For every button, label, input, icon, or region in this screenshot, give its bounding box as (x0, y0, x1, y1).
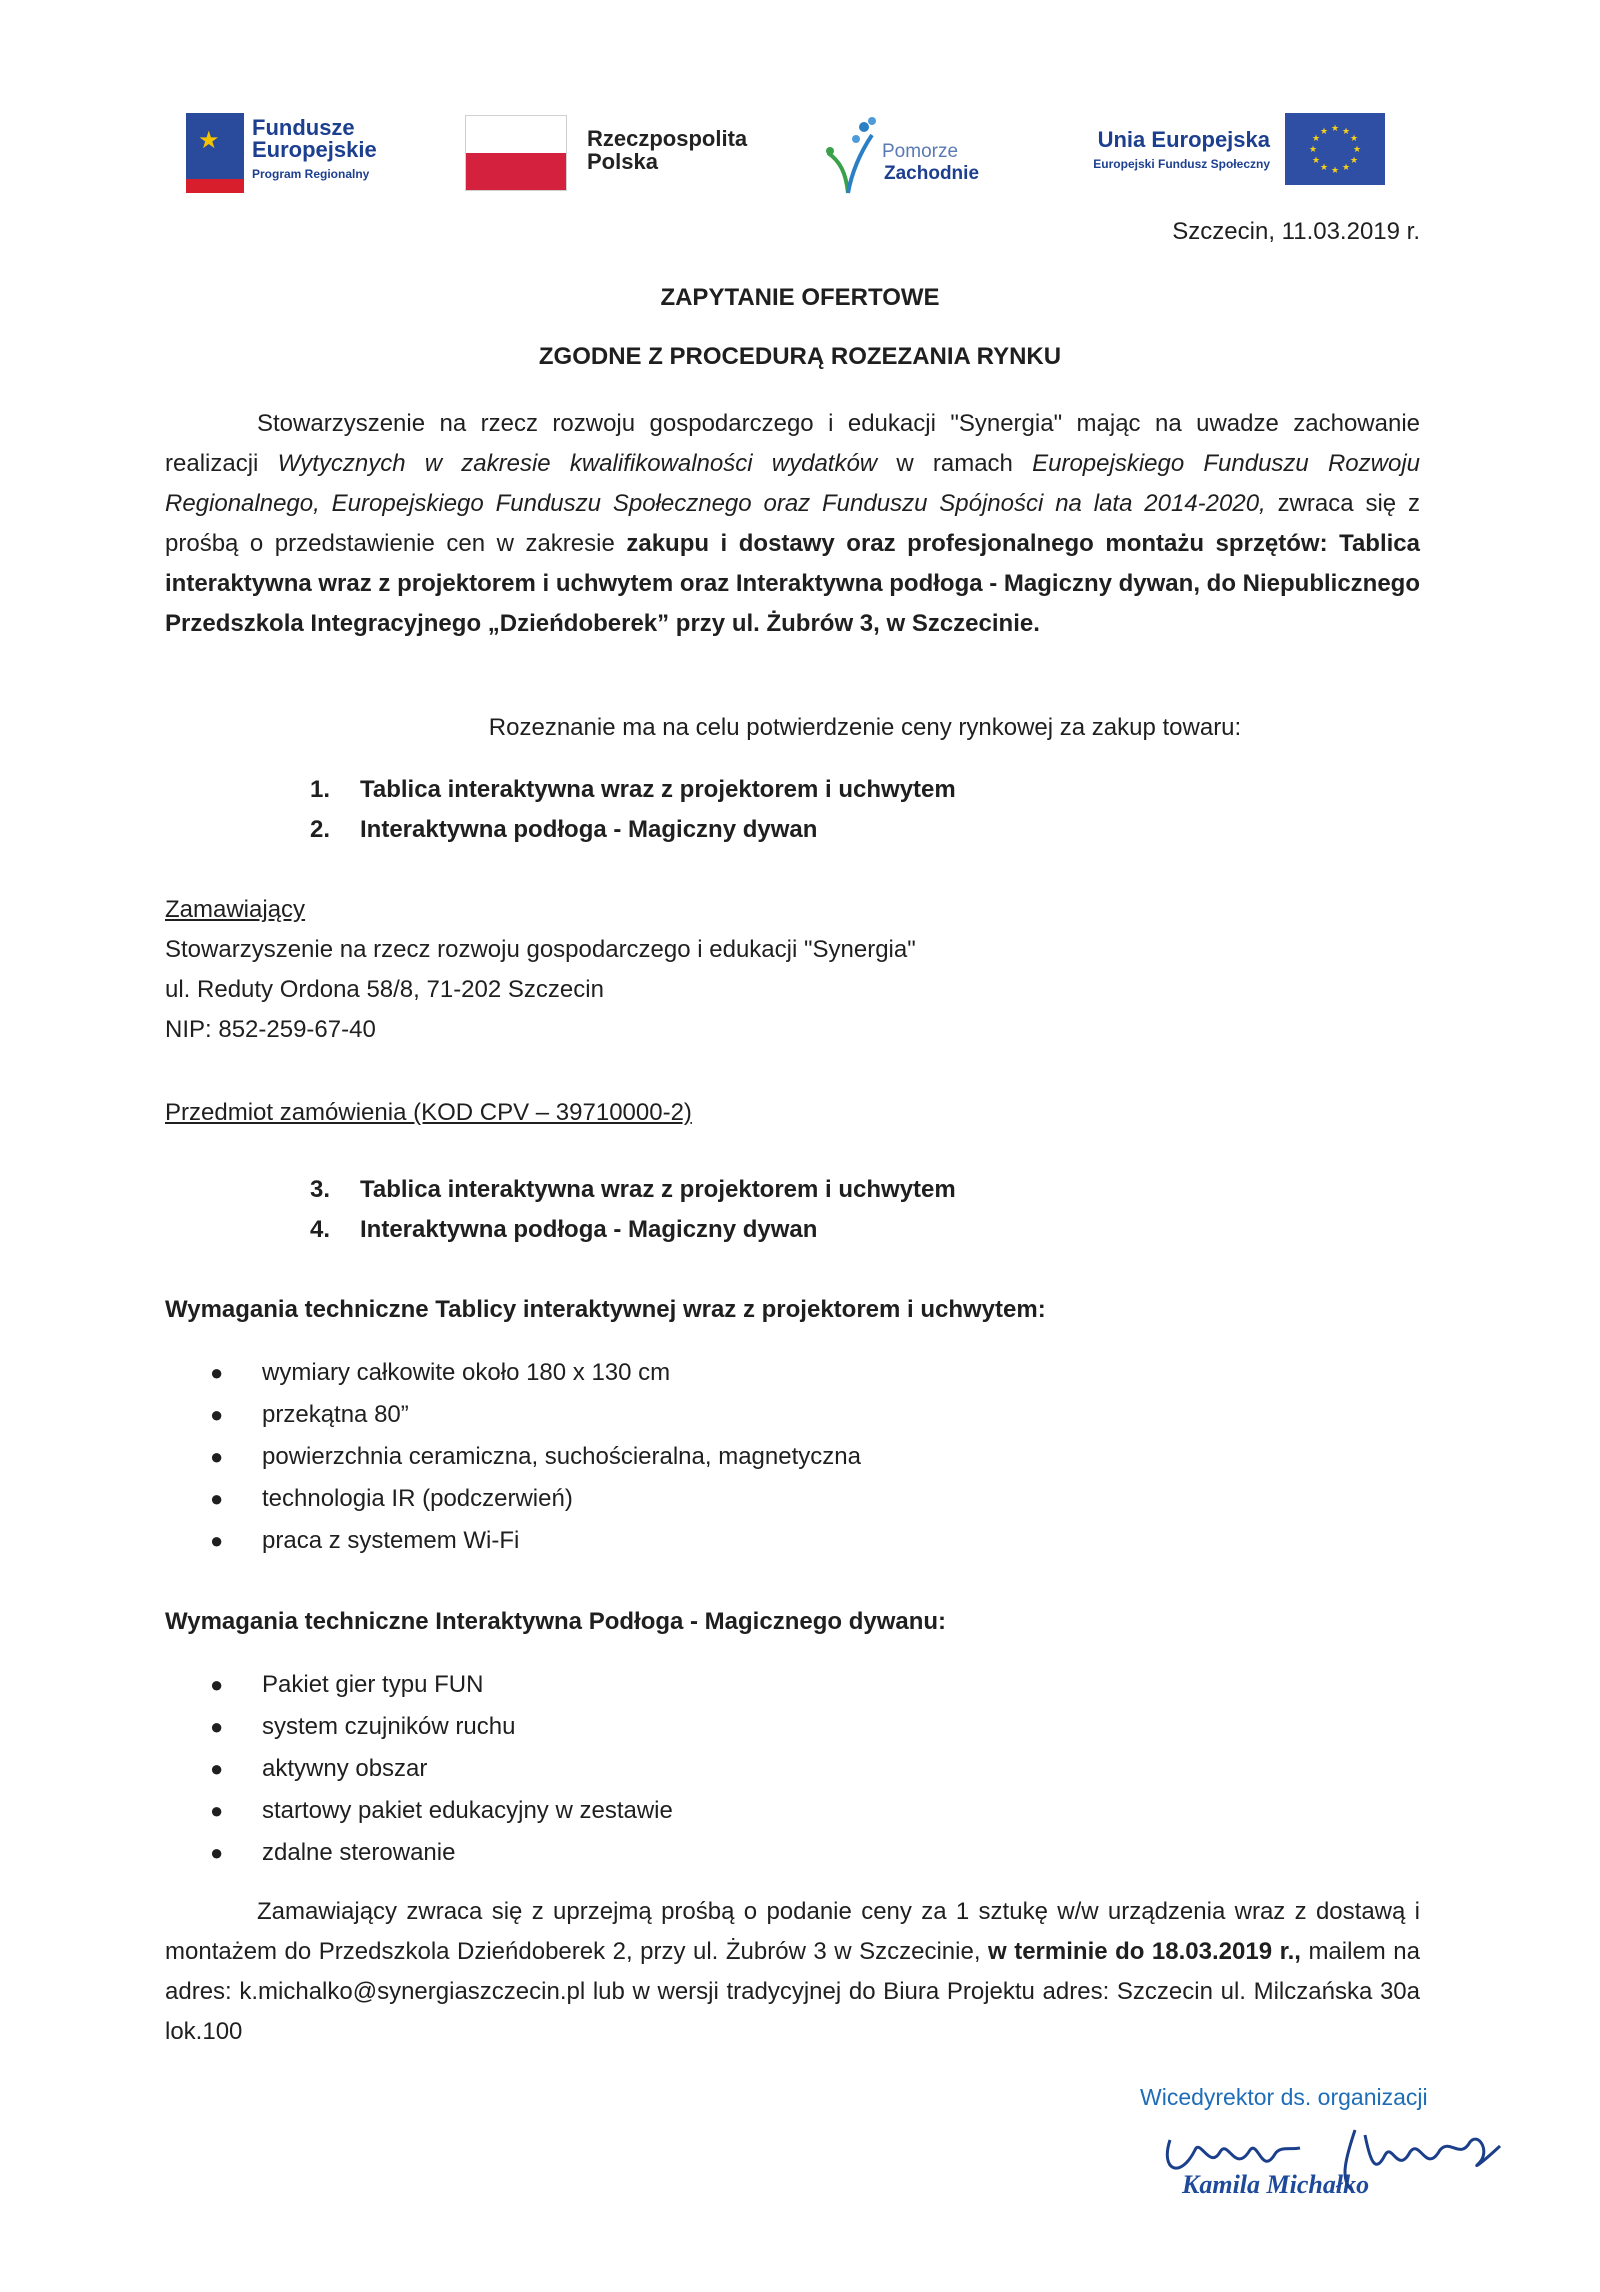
svg-text:★: ★ (1308, 145, 1318, 155)
list-item: ● aktywny obszar (210, 1748, 673, 1790)
poland-flag-icon (465, 115, 567, 191)
bullet-icon: ● (210, 1360, 224, 1385)
list-item: ● praca z systemem Wi-Fi (210, 1520, 861, 1562)
rzeczpospolita-polska-logo (465, 105, 765, 205)
list-item: ● powierzchnia ceramiczna, suchościeralna, magnetyczna (210, 1436, 861, 1478)
pomorze-zachodnie-logo (820, 105, 1000, 205)
handwritten-signature (1140, 2080, 1540, 2230)
svg-text:★: ★ (1330, 124, 1340, 134)
fe-logo-line1: Fundusze (252, 115, 355, 140)
goods-list (310, 770, 956, 850)
ue-logo-sub: Europejski Fundusz Społeczny (1093, 157, 1270, 171)
bullet-icon: ● (210, 1840, 224, 1865)
intro-paragraph: Stowarzyszenie na rzecz rozwoju gospodarczego i edukacji "Synergia" mając na uwadze zachowanie realizacji Wytycznych w zakresie kwalifikowalności wydatków w ramach Europejskiego Funduszu Rozwoju Regionalnego, Europejskiego Funduszu Społecznego oraz Funduszu Spójności na lata 2014-2020, zwraca się z prośbą o przedstawienie cen w zakresie zakupu i dostawy oraz profesjonalnego montażu sprzętów: Tablica interaktywna wraz z projektorem i uchwytem oraz Interaktywna podłoga - Magiczny dywan, do Niepublicznego Przedszkola Integracyjnego „Dzieńdoberek” przy ul. Żubrów 3, w Szczecinie. (165, 410, 1421, 637)
svg-text:★: ★ (1341, 127, 1351, 137)
bullet-icon: ● (210, 1714, 224, 1739)
svg-text:★: ★ (1311, 134, 1321, 144)
buyer-block (165, 890, 916, 1050)
svg-text:★: ★ (1349, 134, 1359, 144)
fundusze-europejskie-logo (180, 105, 420, 205)
bullet-icon: ● (210, 1528, 224, 1553)
bullet-icon: ● (210, 1486, 224, 1511)
floor-requirements-list (210, 1664, 673, 1874)
fe-logo-line2: Europejskie (252, 137, 377, 162)
list-item: ● technologia IR (podczerwień) (210, 1478, 861, 1520)
bullet-icon: ● (210, 1798, 224, 1823)
list-item: ● przekątna 80” (210, 1394, 861, 1436)
fe-logo-sub: Program Regionalny (252, 167, 370, 181)
buyer-address: ul. Reduty Ordona 58/8, 71-202 Szczecin (165, 976, 604, 1003)
list-item: ● wymiary całkowite około 180 x 130 cm (210, 1352, 861, 1394)
closing-paragraph: Zamawiający zwraca się z uprzejmą prośbą o podanie ceny za 1 sztukę w/w urządzenia wraz z dostawą i montażem do Przedszkola Dzieńdoberek 2, przy ul. Żubrów 3 w Szczecinie, w terminie do 18.03.2019 r., mailem na adres: k.michalko@synergiaszczecin.pl lub w wersji tradycyjnej do Biura Projektu adres: Szczecin ul. Milczańska 30a lok.100 (165, 1898, 1420, 2045)
svg-text:★: ★ (1341, 163, 1351, 173)
stamp-role: Wicedyrektor ds. organizacji (1140, 2084, 1428, 2110)
subject-list (310, 1170, 956, 1250)
document-title: ZAPYTANIE OFERTOWE (660, 284, 940, 311)
buyer-heading: Zamawiający (165, 896, 306, 923)
list-item: ● system czujników ruchu (210, 1706, 673, 1748)
pomorze-leaf-icon (820, 113, 880, 197)
header-logos (180, 105, 1410, 205)
buyer-nip: NIP: 852-259-67-40 (165, 1016, 376, 1043)
list-item: 1. Tablica interaktywna wraz z projektorem i uchwytem (310, 776, 956, 803)
signature-stamp (1140, 2080, 1540, 2230)
bullet-icon: ● (210, 1444, 224, 1469)
floor-requirements-heading: Wymagania techniczne Interaktywna Podłoga - Magicznego dywanu: (165, 1608, 947, 1635)
bullet-icon: ● (210, 1672, 224, 1697)
stamp-name: Kamila Michałko (1182, 2170, 1370, 2199)
pz-logo-line2: Zachodnie (884, 163, 980, 184)
bullet-icon: ● (210, 1756, 224, 1781)
rp-logo-line2: Polska (587, 149, 658, 174)
list-item: 3. Tablica interaktywna wraz z projektorem i uchwytem (310, 1176, 956, 1203)
bullet-icon: ● (210, 1402, 224, 1427)
list-item: ● zdalne sterowanie (210, 1832, 673, 1874)
board-requirements-heading: Wymagania techniczne Tablicy interaktywnej wraz z projektorem i uchwytem: (165, 1296, 1046, 1323)
document-subtitle: ZGODNE Z PROCEDURĄ ROZEZANIA RYNKU (538, 343, 1062, 370)
pz-logo-line1: Pomorze (882, 141, 959, 162)
fe-emblem-icon: ★ (186, 113, 244, 193)
aim-paragraph: Rozeznanie ma na celu potwierdzenie ceny rynkowej za zakup towaru: (488, 714, 1242, 741)
ue-logo-title: Unia Europejska (1097, 127, 1270, 152)
eu-flag-icon (1285, 113, 1385, 185)
list-item: ● startowy pakiet edukacyjny w zestawie (210, 1790, 673, 1832)
svg-text:★: ★ (1319, 163, 1329, 173)
rp-logo-line1: Rzeczpospolita (587, 126, 748, 151)
unia-europejska-logo (1040, 105, 1410, 205)
list-item: 4. Interaktywna podłoga - Magiczny dywan (310, 1216, 818, 1243)
svg-text:★: ★ (1330, 166, 1340, 176)
document-date: Szczecin, 11.03.2019 r. (1172, 218, 1420, 245)
svg-text:★: ★ (1319, 127, 1329, 137)
subject-heading: Przedmiot zamówienia (KOD CPV – 39710000-2) (165, 1099, 692, 1126)
svg-text:★: ★ (1349, 156, 1359, 166)
svg-text:★: ★ (1311, 156, 1321, 166)
list-item: 2. Interaktywna podłoga - Magiczny dywan (310, 816, 818, 843)
buyer-name: Stowarzyszenie na rzecz rozwoju gospodarczego i edukacji "Synergia" (165, 936, 916, 963)
list-item: ● Pakiet gier typu FUN (210, 1664, 673, 1706)
svg-text:★: ★ (1352, 145, 1362, 155)
board-requirements-list (210, 1352, 861, 1562)
